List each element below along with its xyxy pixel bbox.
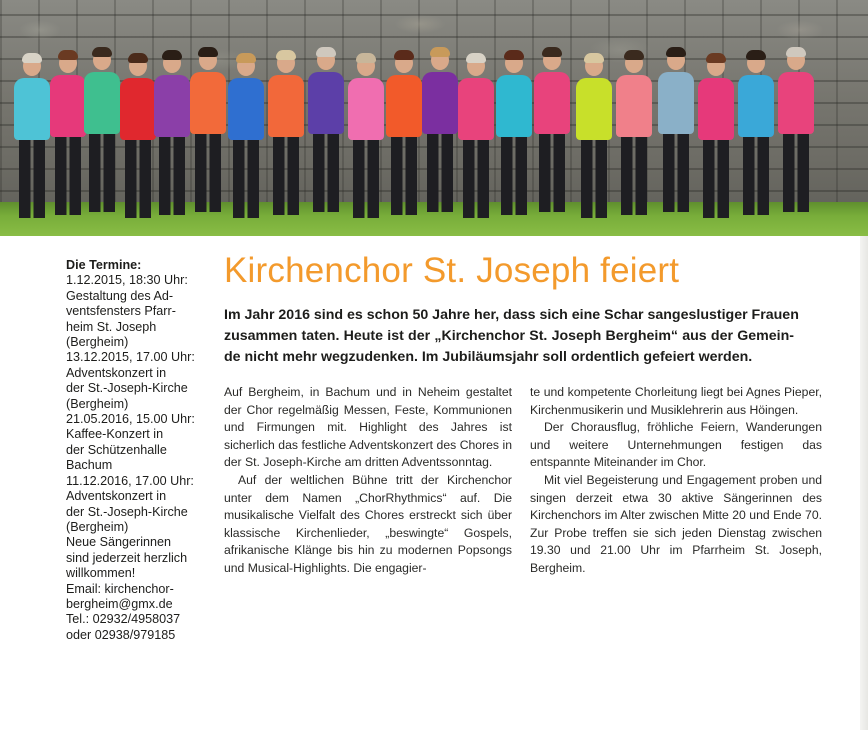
article-paragraph: Der Chorausflug, fröhliche Feiern, Wanderungen und weitere Unternehmungen festigen das entspannte Miteinander im Chor.	[530, 420, 822, 470]
dates-line: bergheim@gmx.de	[66, 596, 173, 611]
article-lead	[224, 305, 799, 368]
choir-member	[188, 50, 228, 212]
dates-heading: Die Termine:	[66, 258, 142, 272]
dates-line: Neue Sängerinnen	[66, 535, 172, 550]
dates-line: (Bergheim)	[66, 519, 129, 534]
dates-line: Tel.: 02932/4958037	[66, 612, 181, 627]
choir-photo	[0, 0, 868, 236]
dates-line: Adventskonzert in	[66, 489, 167, 504]
article-paragraph: Auf Bergheim, in Bachum und in Neheim gestaltet der Chor regelmäßig Messen, Feste, Kommunionen und Firmungen mit. Highlight des Jahres ist sicherlich das festliche Adventskonzert des Chores in der St. Joseph-Kirche am dritten Adventssonntag.	[224, 385, 512, 470]
dates-line: Bachum	[66, 458, 113, 473]
article-paragraph: Auf der weltlichen Bühne tritt der Kirchenchor unter dem Namen „ChorRhythmics“ auf. Die musikalische Vielfalt des Chores erstreckt sich über klassische Kirchenlieder, „beswingte“ Gospels, afrikanische Klänge bis hin zu modernen Popsongs und Musical-Highlights. Die engagier-	[224, 472, 512, 575]
dates-line: willkommen!	[66, 566, 136, 581]
lead-line: zusammen taten. Heute ist der „Kirchenchor St. Joseph Bergheim“ aus der Gemein-	[224, 328, 794, 344]
choir-member	[306, 50, 346, 212]
article-paragraph: Mit viel Begeisterung und Engagement proben und singen derzeit etwa 30 aktive Sängerinnen des Kirchenchors im Alter zwischen Mitte 20 und Ende 70. Zur Probe treffen sie sich jeden Dienstag zwischen 19.30 und 21.00 Uhr im Pfarrheim St. Joseph, Bergheim.	[530, 472, 822, 575]
choir-member	[266, 53, 306, 215]
dates-sidebar	[66, 258, 212, 643]
dates-line: sind jederzeit herzlich	[66, 550, 188, 565]
choir-member	[656, 50, 696, 212]
choir-member	[494, 53, 534, 215]
dates-line: der St.-Joseph-Kirche	[66, 381, 188, 396]
choir-member	[532, 50, 572, 212]
dates-line: ventsfensters Pfarr-	[66, 304, 176, 319]
dates-line: Adventskonzert in	[66, 365, 167, 380]
page-edge	[860, 236, 868, 730]
choir-member	[82, 50, 122, 212]
dates-line: (Bergheim)	[66, 396, 129, 411]
dates-line: 21.05.2016, 15.00 Uhr:	[66, 412, 195, 427]
choir-member	[776, 50, 816, 212]
choir-member	[574, 56, 614, 218]
dates-list	[66, 273, 212, 643]
dates-line: oder 02938/979185	[66, 627, 176, 642]
choir-member	[614, 53, 654, 215]
dates-line: Email: kirchenchor-	[66, 581, 174, 596]
dates-line: der St.-Joseph-Kirche	[66, 504, 188, 519]
lead-line: Im Jahr 2016 sind es schon 50 Jahre her, dass sich eine Schar sangeslustiger Frauen	[224, 307, 799, 323]
dates-line: heim St. Joseph	[66, 319, 157, 334]
dates-line: Kaffee-Konzert in	[66, 427, 164, 442]
choir-member	[226, 56, 266, 218]
article-column-right	[530, 384, 822, 578]
choir-member	[152, 53, 192, 215]
dates-line: (Bergheim)	[66, 335, 129, 350]
dates-line: 1.12.2015, 18:30 Uhr:	[66, 273, 188, 288]
article-paragraph: te und kompetente Chorleitung liegt bei Agnes Pieper, Kirchenmusikerin und Musiklehrerin aus Höingen.	[530, 385, 822, 417]
dates-line: 13.12.2015, 17.00 Uhr:	[66, 350, 195, 365]
choir-member	[12, 56, 52, 218]
choir-member	[384, 53, 424, 215]
lead-line: de nicht mehr wegzudenken. Im Jubiläumsjahr soll ordentlich gefeiert werden.	[224, 349, 753, 365]
dates-line: Gestaltung des Ad-	[66, 288, 174, 303]
dates-line: 11.12.2016, 17.00 Uhr:	[66, 473, 194, 488]
choir-member	[456, 56, 496, 218]
choir-member	[696, 56, 736, 218]
dates-line: der Schützenhalle	[66, 442, 167, 457]
choir-member	[736, 53, 776, 215]
choir-member	[420, 50, 460, 212]
article-column-left	[224, 384, 512, 578]
article-headline: Kirchenchor St. Joseph feiert	[224, 251, 680, 290]
choir-member	[346, 56, 386, 218]
blank-area	[214, 632, 832, 730]
